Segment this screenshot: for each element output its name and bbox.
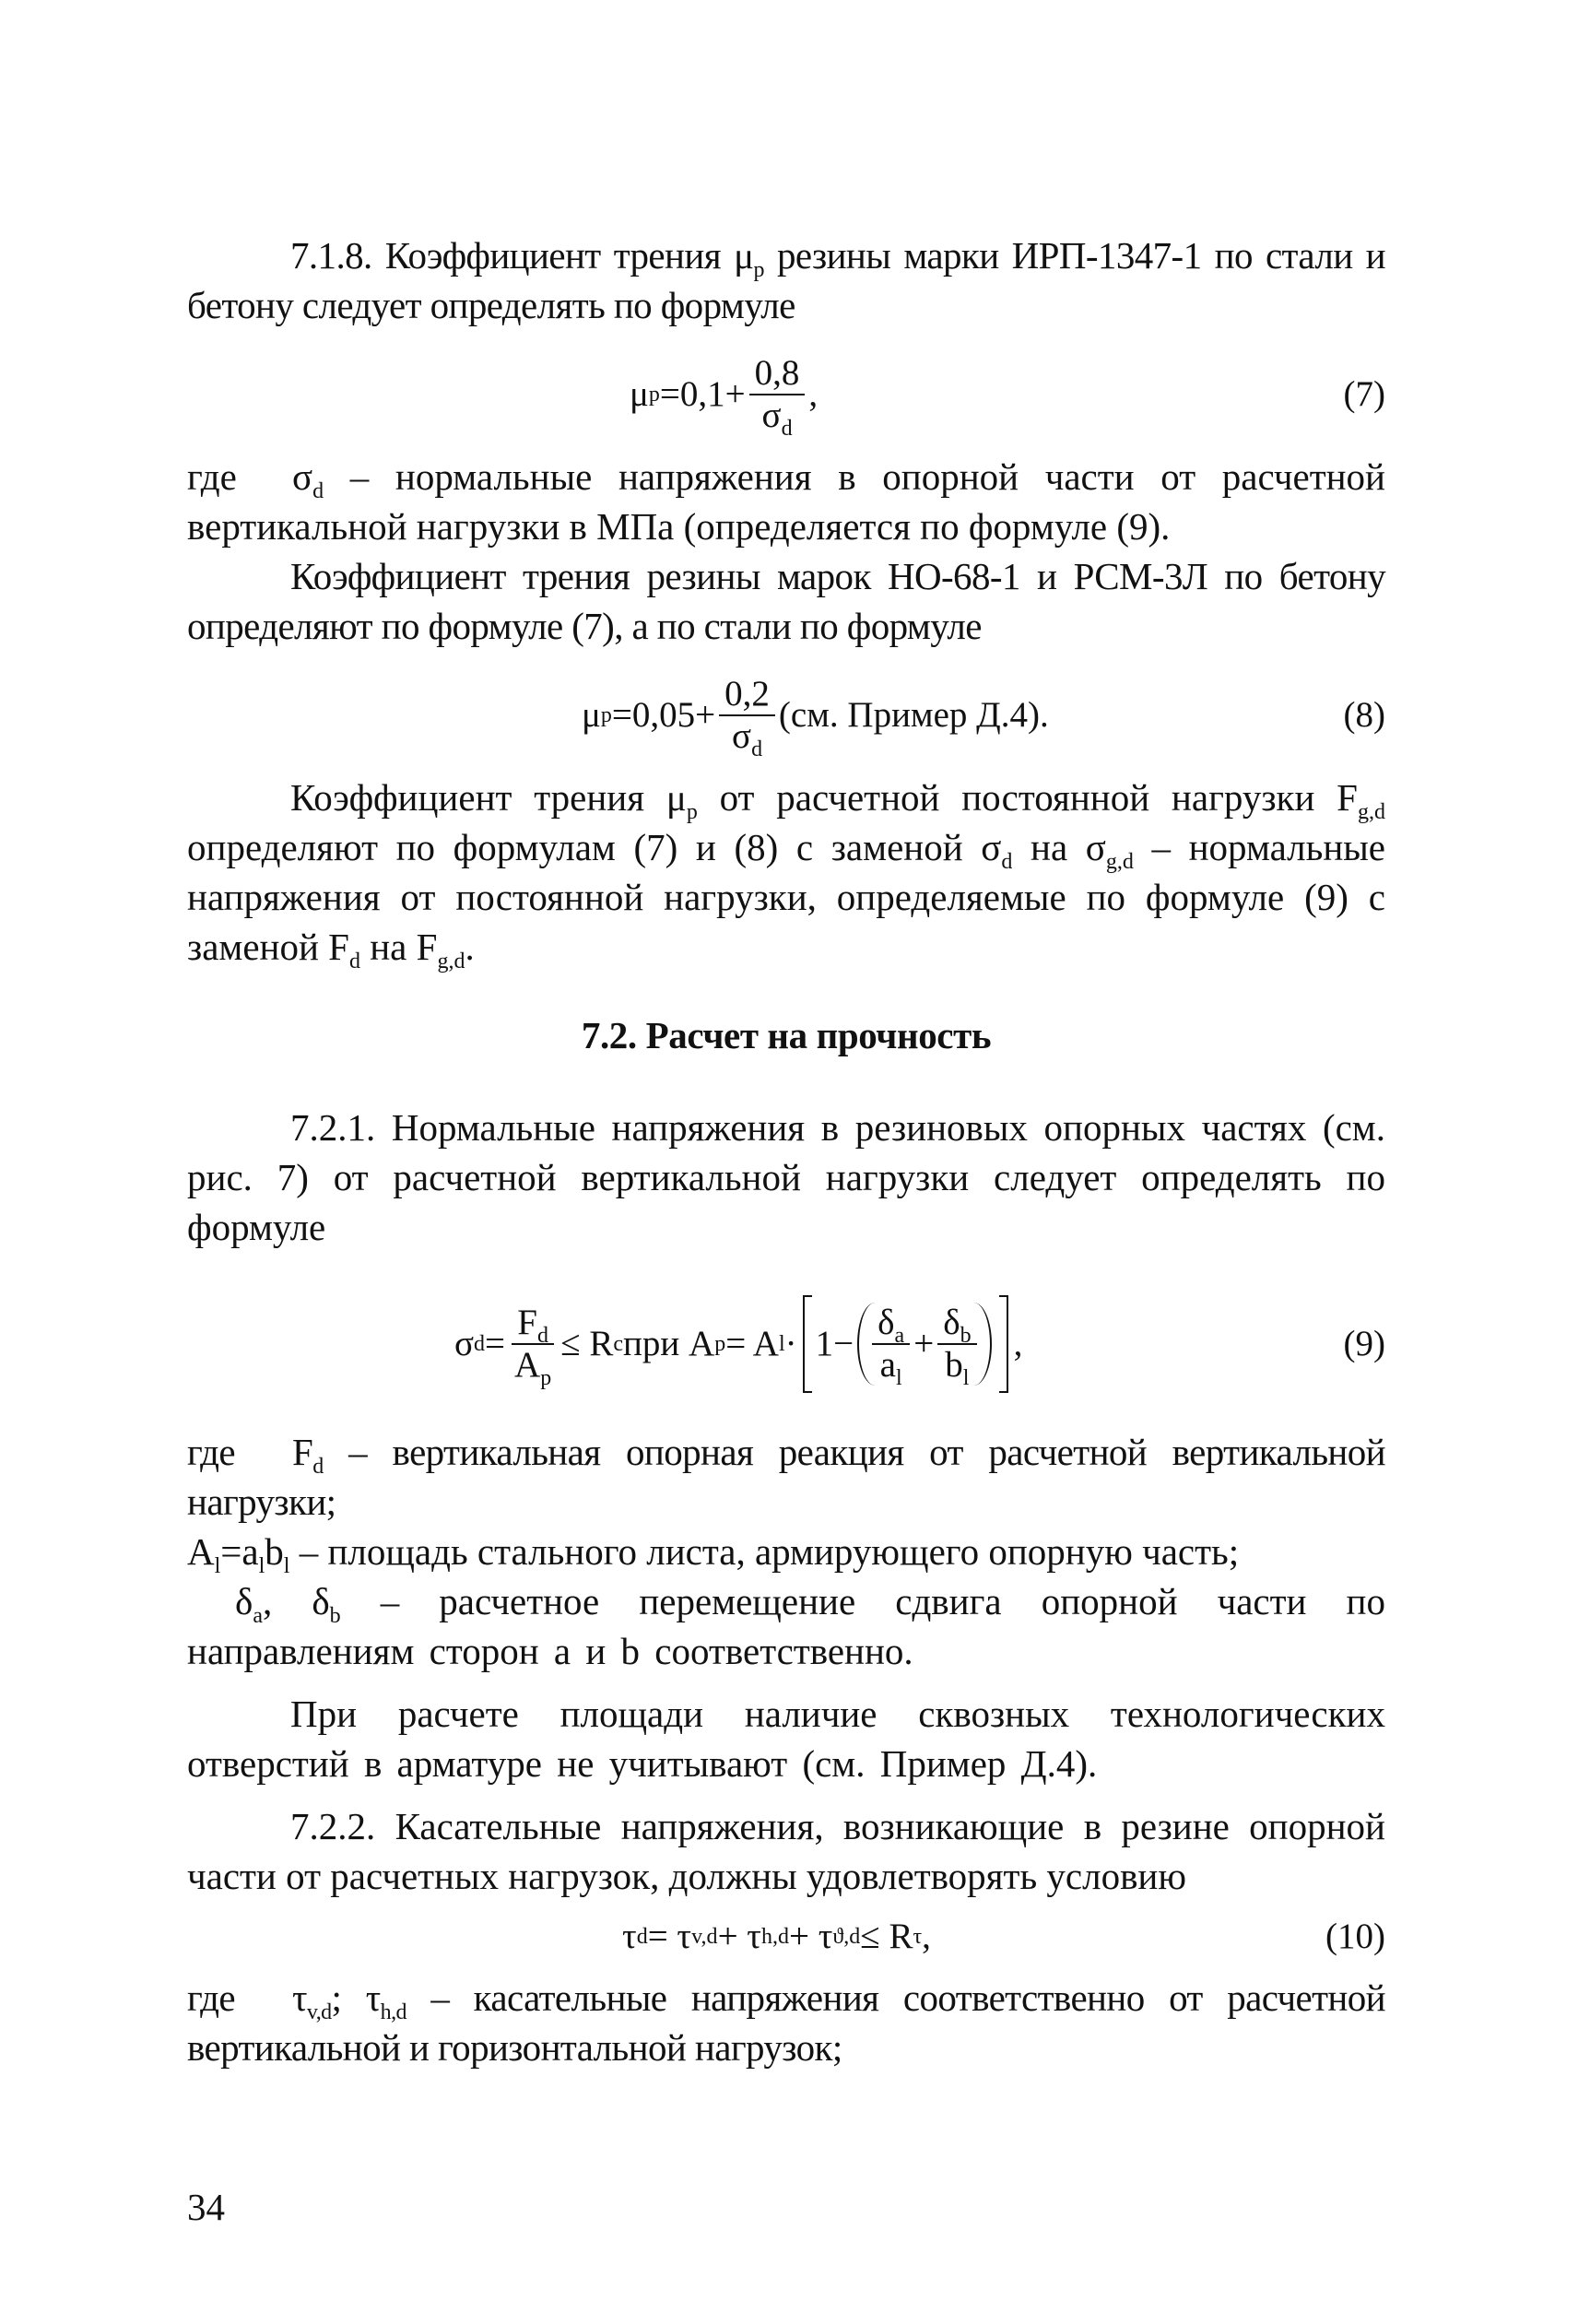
formula-7-body: μ p =0,1+ $\frac{0,8}{\sigma_d}$ ,	[630, 353, 819, 441]
text: 7.1.8. Коэффициент трения μ	[290, 234, 754, 277]
subscript: d	[348, 950, 360, 973]
symbol-f: F	[292, 1431, 313, 1473]
where-label: где	[187, 1431, 236, 1473]
equation-number: (7)	[1343, 374, 1385, 414]
formula-text: b	[265, 1530, 284, 1573]
denominator	[939, 1345, 974, 1390]
formula-text: + τ	[788, 1917, 833, 1956]
subscript: d	[536, 1324, 548, 1348]
text: Коэффициент трения μ	[290, 776, 687, 819]
where-sigma-d	[187, 452, 1385, 551]
paragraph-7-2-2: 7.2.2. Касательные напряжения, возникающие в резине опорной части от расчетных нагрузок, должны удовлетворять условию	[187, 1805, 1385, 1897]
text: – нормальные напряжения от постоянной нагрузки, определяемые по формуле (9) с заменой F	[187, 826, 1386, 968]
formula-text: (см. Пример Д.4).	[778, 695, 1049, 735]
definition-text: – площадь стального листа, армирующего опорную часть;	[289, 1530, 1240, 1573]
formula-10	[187, 1906, 1385, 1967]
formula-text: =	[485, 1324, 506, 1363]
formula-text: , δ	[262, 1580, 330, 1622]
paragraph-7-1-8	[187, 230, 1385, 330]
symbol-a: A	[514, 1345, 541, 1385]
formula-9-body: σ d = $\frac{F_d}{A_p}$ ≤ R c при A p = A l · 1− $\frac{\delta_a}{a_l}$ + $\frac{\delta_b}{b_l}$ ,	[454, 1280, 1022, 1409]
page-content	[187, 230, 1385, 2072]
subscript: g,d	[437, 950, 465, 973]
subscript: p	[753, 258, 764, 282]
subscript: d	[312, 479, 324, 503]
symbol-b: b	[945, 1345, 963, 1385]
text: от расчетной постоянной нагрузки F	[697, 776, 1358, 819]
where-delta	[187, 1576, 1385, 1676]
section-heading: 7.2. Расчет на прочность	[581, 1014, 992, 1056]
text: .	[465, 926, 475, 968]
where-a-l	[187, 1527, 1385, 1576]
text: на F	[359, 926, 438, 968]
fraction	[872, 1303, 910, 1390]
symbol-sigma: σ	[292, 455, 313, 498]
numerator: 0,2	[719, 674, 775, 716]
paragraph-holes: При расчете площади наличие сквозных технологических отверстий в арматуре не учитывают (см. Пример Д.4).	[187, 1693, 1385, 1785]
subscript: v,d	[306, 2000, 332, 2024]
definition-text: – касательные напряжения соответственно от расчетной вертикальной и горизонтальной нагрузок;	[187, 1976, 1385, 2069]
symbol-f: F	[517, 1303, 537, 1342]
subscript: l	[214, 1554, 221, 1578]
text: на σ	[1012, 826, 1106, 868]
where-tau	[187, 1973, 1385, 2072]
subscript: a	[253, 1604, 263, 1628]
paragraph-friction-ho-68: Коэффициент трения резины марок НО-68-1 и РСМ-3Л по бетону определяют по формуле (7), а по стали по формуле	[187, 555, 1385, 647]
definition-text: – вертикальная опорная реакция от расчетной вертикальной нагрузки;	[187, 1431, 1385, 1523]
subscript: a	[894, 1324, 905, 1348]
denominator	[875, 1345, 908, 1390]
numerator: 0,8	[749, 353, 806, 395]
symbol-a: a	[879, 1345, 896, 1385]
formula-text: =a	[220, 1530, 259, 1573]
denominator	[509, 1345, 557, 1390]
where-f-d	[187, 1427, 1385, 1527]
formula-text: = A	[725, 1324, 779, 1363]
formula-text: =0,05+	[611, 695, 716, 735]
formula-7	[187, 343, 1385, 446]
paragraph-permanent-load	[187, 773, 1385, 972]
paragraph-7-2-1: 7.2.1. Нормальные напряжения в резиновых опорных частях (см. рис. 7) от расчетной вертикальной нагрузки следует определять по формуле	[187, 1106, 1385, 1248]
subscript: d	[312, 1455, 324, 1479]
formula-text: + τ	[717, 1917, 761, 1956]
symbol-a: A	[187, 1530, 215, 1573]
subscript: d	[751, 737, 763, 761]
formula-text: = τ	[647, 1917, 692, 1956]
subscript: l	[895, 1366, 902, 1390]
fraction	[749, 353, 806, 441]
definition-text: – расчетное перемещение сдвига опорной части по направлениям сторон a и b соответственно.	[187, 1580, 1385, 1672]
numerator	[512, 1303, 554, 1348]
subscript: b	[960, 1324, 972, 1348]
formula-text: ,	[808, 374, 819, 414]
text: определяют по формулам (7) и (8) с заменой σ	[187, 826, 1002, 868]
symbol-mu: μ	[582, 695, 601, 735]
fraction	[719, 674, 775, 761]
formula-text: ; τ	[331, 1976, 381, 2019]
subscript: d	[1001, 850, 1013, 874]
equation-number: (10)	[1325, 1917, 1385, 1956]
formula-text: при A	[623, 1324, 715, 1363]
parenthesis	[857, 1303, 991, 1390]
numerator	[872, 1303, 910, 1348]
denominator	[757, 395, 798, 441]
denominator	[726, 716, 768, 761]
formula-10-body: τ d = τ v,d + τ h,d + τ ϑ,d ≤ R τ ,	[622, 1906, 931, 1967]
definition-line	[187, 1530, 1240, 1578]
formula-text: ,	[1013, 1324, 1023, 1363]
formula-text: ·	[784, 1324, 797, 1363]
fraction	[509, 1303, 557, 1390]
square-bracket	[803, 1297, 1008, 1391]
formula-text: ≤ R	[860, 1917, 913, 1956]
subscript: l	[258, 1554, 265, 1578]
symbol-delta: δ	[943, 1303, 960, 1342]
subscript: l	[283, 1554, 290, 1578]
symbol-delta: δ	[877, 1303, 895, 1342]
formula-8	[187, 664, 1385, 767]
symbol-delta: δ	[235, 1580, 253, 1622]
symbol-mu: μ	[630, 374, 649, 414]
text: резины марки ИРП-1347-1 по стали и бетону следует определять по формуле	[187, 234, 1385, 326]
subscript: p	[686, 800, 698, 824]
symbol-sigma: σ	[454, 1324, 475, 1363]
symbol-tau: τ	[622, 1917, 637, 1956]
equation-number: (9)	[1343, 1324, 1385, 1363]
formula-text: 1−	[815, 1324, 854, 1363]
subscript: p	[540, 1366, 552, 1390]
subscript: l	[962, 1366, 970, 1390]
definition-text: – нормальные напряжения в опорной части от расчетной вертикальной нагрузки в МПа (определяется по формуле (9).	[187, 455, 1385, 548]
subscript: g,d	[1357, 800, 1385, 824]
formula-8-body: μ p =0,05+ $\frac{0,2}{\sigma_d}$ (см. Пример Д.4).	[582, 674, 1049, 761]
where-label: где	[187, 455, 237, 498]
subscript: g,d	[1105, 850, 1134, 874]
formula-9	[187, 1280, 1385, 1409]
symbol-sigma: σ	[761, 395, 782, 435]
subscript: d	[781, 417, 793, 441]
formula-text: ,	[922, 1917, 931, 1956]
symbol-sigma: σ	[732, 716, 752, 756]
symbol-tau: τ	[292, 1976, 307, 2019]
formula-text: +	[913, 1324, 935, 1363]
where-label: где	[187, 1976, 236, 2019]
numerator	[937, 1303, 976, 1348]
fraction	[937, 1303, 976, 1390]
formula-text: ≤ R	[560, 1324, 614, 1363]
page-number: 34	[187, 2186, 225, 2228]
equation-number: (8)	[1343, 695, 1385, 735]
subscript: b	[329, 1604, 341, 1628]
formula-text: =0,1+	[659, 374, 746, 414]
subscript: h,d	[380, 2000, 406, 2024]
